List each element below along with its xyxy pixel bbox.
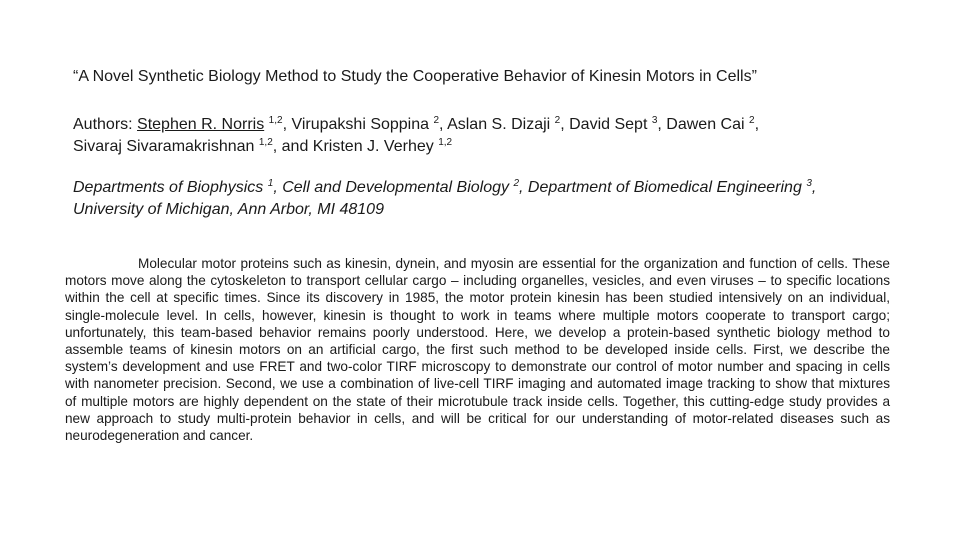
author-affiliation: 1,2 <box>268 115 283 126</box>
author-name: David Sept <box>569 116 648 133</box>
affiliations <box>73 177 873 221</box>
author-separator: , <box>282 116 292 133</box>
author-name: Sivaraj Sivaramakrishnan <box>73 138 255 155</box>
dept-biophysics: Departments of Biophysics <box>73 179 264 196</box>
abstract-body: Molecular motor proteins such as kinesin, dynein, and myosin are essential for the organization and function of cells. These motors move along the cytoskeleton to transport cellular cargo – including organelles, vesicles, and even viruses – to specific locations within the cell at specific times. Since its discovery in 1985, the motor protein kinesin has been studied intensively on an individual, single-molecule level. In cells, however, kinesin is thought to work in teams where multiple motors cooperate to transport cargo; unfortunately, this team-based behavior remains poorly understood. Here, we develop a protein-based synthetic biology method to assemble teams of kinesin motors on an artificial cargo, the first such method to be developed inside cells. First, we describe the system’s development and use FRET and two-color TIRF microscopy to demonstrate our control of motor number and spacing in cells with nanometer precision. Second, we use a combination of live-cell TIRF imaging and automated image tracking to show that mixtures of multiple motors are highly dependent on the state of their microtubule track inside cells. Together, this cutting-edge study provides a new approach to study multi-protein behavior in cells, and will be critical for our understanding of motor-related diseases such as neurodegeneration and cancer. <box>65 256 890 444</box>
author-separator: , <box>657 116 667 133</box>
author-name: Kristen J. Verhey <box>312 138 434 155</box>
authors-label: Authors: <box>73 116 138 133</box>
author-separator: , <box>439 116 448 133</box>
author-separator: , <box>560 116 570 133</box>
author-affiliation: 1,2 <box>258 137 273 148</box>
author-name: Stephen R. Norris <box>137 116 265 133</box>
author-name: Aslan S. Dizaji <box>447 116 551 133</box>
author-separator: , and <box>272 138 313 155</box>
author-affiliation: 2 <box>554 115 561 126</box>
paper-title: “A Novel Synthetic Biology Method to Study the Cooperative Behavior of Kinesin Motors in Cells” <box>73 68 757 85</box>
dept-sup: 1 <box>267 178 274 189</box>
author-affiliation: 2 <box>433 115 440 126</box>
university: , University of Michigan, Ann Arbor, MI 48109 <box>73 179 817 218</box>
author-name: Dawen Cai <box>666 116 745 133</box>
dept-sup: 2 <box>513 178 520 189</box>
dept-biomedical-eng: , Department of Biomedical Engineering <box>519 179 802 196</box>
author-affiliation: 1,2 <box>438 137 453 148</box>
author-separator: , <box>754 116 760 133</box>
dept-cell-dev-bio: , Cell and Developmental Biology <box>273 179 510 196</box>
author-affiliation: 3 <box>651 115 658 126</box>
author-affiliation: 2 <box>749 115 755 126</box>
author-name: Virupakshi Soppina <box>291 116 430 133</box>
author-list <box>73 114 873 158</box>
dept-sup: 3 <box>806 178 812 189</box>
